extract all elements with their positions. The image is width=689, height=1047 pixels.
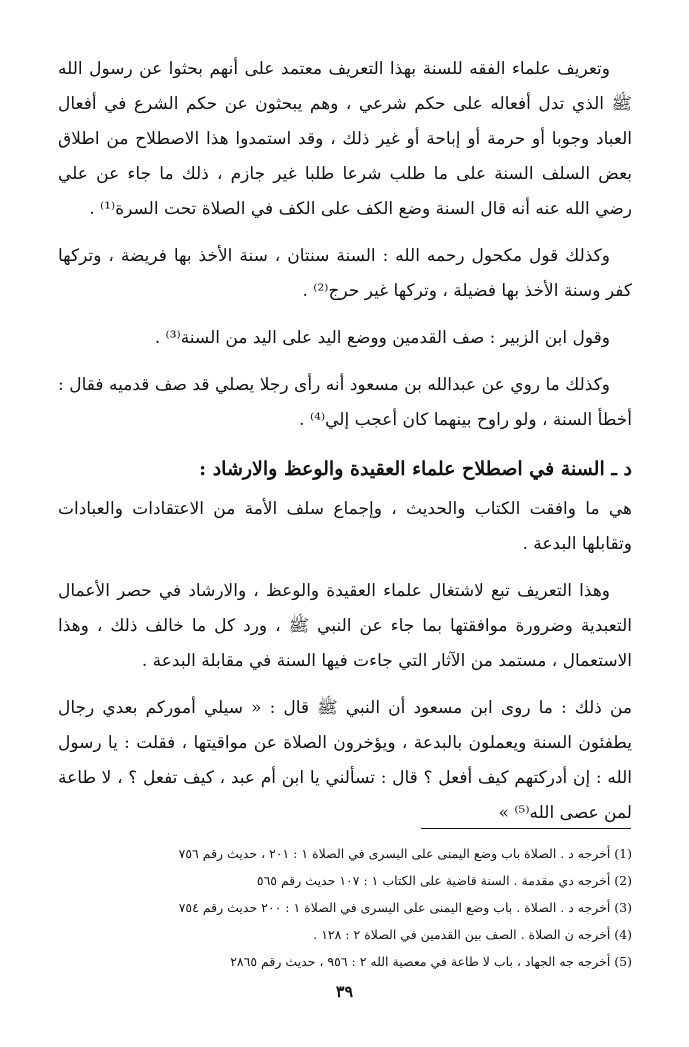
paragraph-explanation: وهذا التعريف تبع لاشتغال علماء العقيدة والوعظ ، والارشاد في حصر الأعمال التعبدية وضرورة موافقتها بما جاء عن النبي ﷺ ، ورد كل ما خالف ذلك ، وهذا الاستعمال ، مستمد من الآثار التي جاءت فيها السنة في مقابلة البدعة . <box>58 581 632 671</box>
footnote-3: (3) أخرجه د . الصلاة . باب وضع اليمنى على اليسرى في الصلاة ١ : ٢٠٠ حديث رقم ٧٥٤ <box>178 900 632 915</box>
paragraph-fiqh-definition: وتعريف علماء الفقه للسنة بهذا التعريف معتمد على أنهم بحثوا عن رسول الله ﷺ الذي تدل أفعاله على حكم شرعي ، وهم يبحثون عن حكم الشرع في أفعال العباد وجوبا أو حرمة أو إباحة أو غير ذلك ، وقد استمدوا هذا الاصطلاح من اطلاق بعض السلف السنة على ما طلب شرعا طلبا غير جازم ، ذلك ما جاء عن علي رضي الله عنه أنه قال السنة وضع الكف على الكف في الصلاة تحت السرة⁽¹⁾ . <box>58 59 632 219</box>
paragraph-definition: هي ما وافقت الكتاب والحديث ، وإجماع سلف الأمة من الاعتقادات والعبادات وتقابلها البدعة . <box>58 499 632 554</box>
section-heading: د ـ السنة في اصطلاح علماء العقيدة والوعظ والارشاد : <box>199 458 632 480</box>
paragraph-hadith: من ذلك : ما روى ابن مسعود أن النبي ﷺ قال : « سيلي أموركم بعدي رجال يطفئون السنة ويعملون بالبدعة ، ويؤخرون الصلاة عن مواقيتها ، فقلت : يا رسول الله : إن أدركتهم كيف أفعل ؟ قال : تسألني يا ابن أم عبد ، كيف تفعل ؟ ، لا طاعة لمن عصى الله⁽⁵⁾ » <box>58 698 632 823</box>
footnote-divider <box>421 828 631 829</box>
paragraph-ibn-zubair: وقول ابن الزبير : صف القدمين ووضع اليد على اليد من السنة⁽³⁾ . <box>154 328 610 348</box>
page-number: ٣٩ <box>335 982 354 1001</box>
footnote-2: (2) أخرجه دي مقدمة . السنة قاضية على الكتاب ١ : ١٠٧ حديث رقم ٥٦٥ <box>256 873 632 888</box>
footnotes <box>58 840 632 975</box>
footnote-4: (4) أخرجه ن الصلاة . الصف بين القدمين في الصلاة ٢ : ١٢٨ . <box>313 927 632 942</box>
footnote-1: (1) أخرجه د . الصلاة باب وضع اليمنى على اليسرى في الصلاة ١ : ٢٠١ ، حديث رقم ٧٥٦ <box>178 846 632 861</box>
paragraph-makhul: وكذلك قول مكحول رحمه الله : السنة سنتان ، سنة الأخذ بها فريضة ، وتركها كفر وسنة الأخذ بها فضيلة ، وتركها غير حرج⁽²⁾ . <box>58 246 632 301</box>
paragraph-ibn-masud: وكذلك ما روي عن عبدالله بن مسعود أنه رأى رجلا يصلي قد صف قدميه فقال : أخطأ السنة ، ولو راوح بينهما كان أعجب إلي⁽⁴⁾ . <box>58 375 632 430</box>
footnote-5: (5) أخرجه جه الجهاد ، باب لا طاعة في معصية الله ٢ : ٩٥٦ ، حديث رقم ٢٨٦٥ <box>230 954 632 969</box>
